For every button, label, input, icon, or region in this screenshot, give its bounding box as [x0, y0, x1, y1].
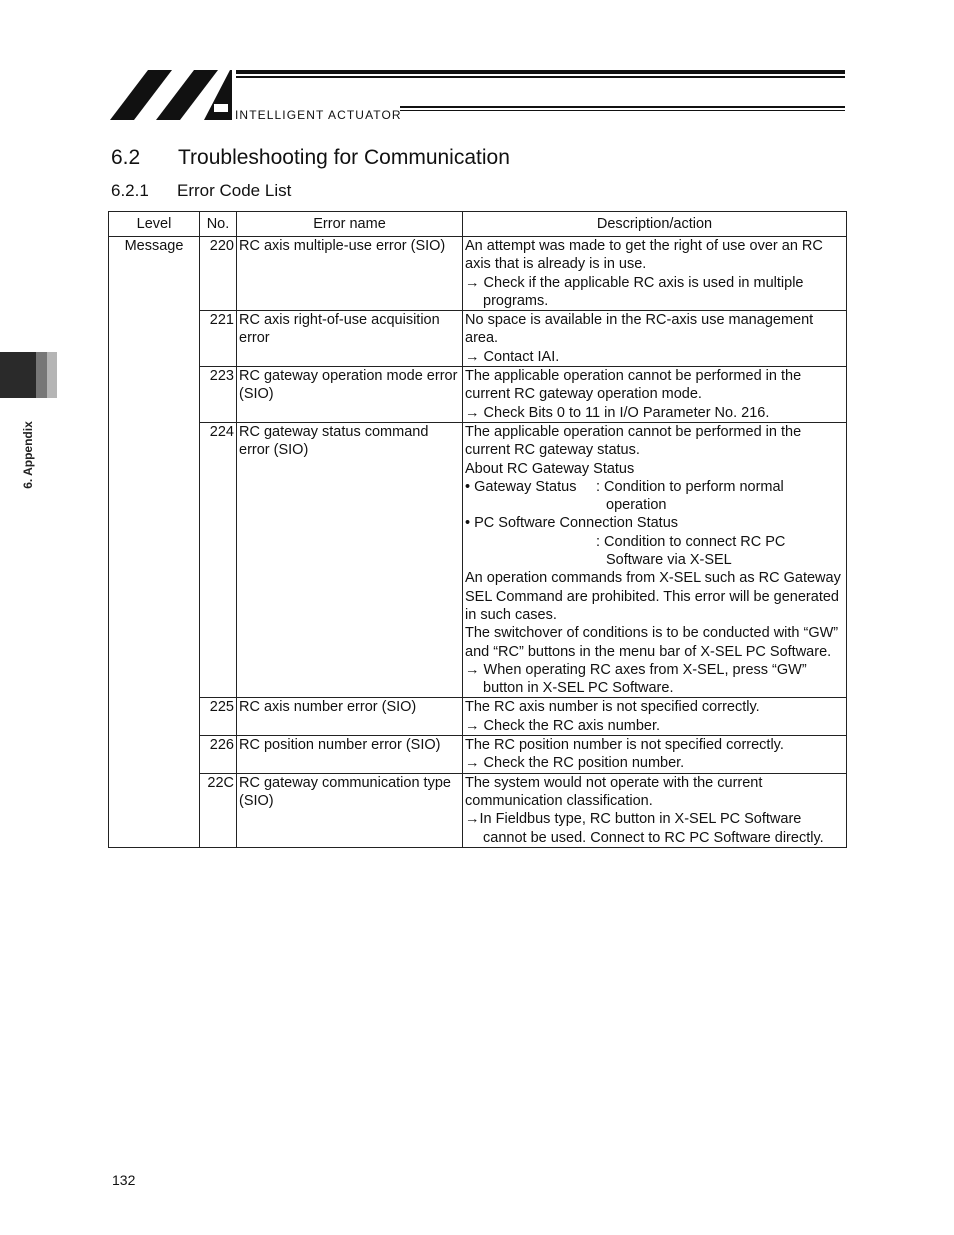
description-paragraph: The switchover of conditions is to be conducted with “GW” and “RC” buttons in the menu bar of X-SEL PC Software.	[465, 625, 839, 660]
logo-mark-icon	[110, 68, 845, 124]
table-row	[109, 367, 847, 423]
error-description	[463, 736, 847, 774]
table-header-row	[109, 212, 847, 237]
error-description	[463, 367, 847, 423]
action-text: → Check Bits 0 to 11 in I/O Parameter No. 216.	[465, 404, 770, 421]
table-row	[109, 422, 847, 697]
status-item	[465, 533, 844, 570]
description-text: The applicable operation cannot be performed in the current RC gateway operation mode.	[465, 368, 802, 403]
description-text: No space is available in the RC-axis use management area.	[465, 312, 814, 347]
action-text: → Check if the applicable RC axis is used in multiple programs.	[465, 274, 804, 309]
error-description	[463, 422, 847, 697]
error-description	[463, 773, 847, 847]
iai-logo	[110, 68, 845, 124]
error-number: 224	[200, 422, 237, 697]
level-cell: Message	[109, 237, 200, 848]
description-text: The applicable operation cannot be performed in the current RC gateway status.	[465, 423, 802, 459]
section-heading	[111, 146, 510, 170]
error-description	[463, 237, 847, 311]
action-text: → Check the RC position number.	[465, 755, 685, 772]
description-text: The RC position number is not specified correctly.	[465, 737, 784, 754]
error-name: RC gateway status command error (SIO)	[237, 422, 463, 697]
page-number: 132	[112, 1172, 136, 1188]
section-title: Troubleshooting for Communication	[178, 146, 510, 169]
status-label: • Gateway Status	[465, 478, 577, 495]
error-description	[463, 698, 847, 736]
action-text: → Check the RC axis number.	[465, 717, 661, 734]
description-text: The RC axis number is not specified correctly.	[465, 699, 760, 716]
error-number: 221	[200, 311, 237, 367]
status-label: • PC Software Connection Status	[465, 515, 679, 532]
error-name: RC gateway communication type (SIO)	[237, 773, 463, 847]
table-row	[109, 698, 847, 736]
logo-brand-text: INTELLIGENT ACTUATOR	[235, 108, 402, 122]
description-paragraph: An operation commands from X-SEL such as RC Gateway SEL Command are prohibited. This error will be generated in such cases.	[465, 570, 841, 623]
error-number: 220	[200, 237, 237, 311]
error-name: RC axis multiple-use error (SIO)	[237, 237, 463, 311]
about-heading: About RC Gateway Status	[465, 460, 635, 477]
subsection-number: 6.2.1	[111, 181, 149, 200]
table-row	[109, 237, 847, 311]
action-text: →In Fieldbus type, RC button in X-SEL PC Software cannot be used. Connect to RC PC Software directly.	[465, 811, 824, 846]
side-tab-label: 6. Appendix	[21, 421, 35, 489]
error-name: RC axis number error (SIO)	[237, 698, 463, 736]
table-row	[109, 736, 847, 774]
subsection-heading	[111, 181, 291, 201]
header-no: No.	[200, 212, 237, 237]
header-error-name: Error name	[237, 212, 463, 237]
status-item	[465, 478, 844, 515]
subsection-title: Error Code List	[177, 181, 292, 200]
description-text: An attempt was made to get the right of use over an RC axis that is already is in use.	[465, 238, 823, 273]
section-number: 6.2	[111, 146, 141, 169]
error-description	[463, 311, 847, 367]
table-row	[109, 773, 847, 847]
action-text: → Contact IAI.	[465, 348, 560, 365]
error-name: RC axis right-of-use acquisition error	[237, 311, 463, 367]
description-text: The system would not operate with the current communication classification.	[465, 774, 763, 809]
action-text: → When operating RC axes from X-SEL, press “GW” button in X-SEL PC Software.	[465, 661, 807, 697]
status-condition: : Condition to connect RC PC Software via X-SEL	[596, 533, 786, 569]
header-level: Level	[109, 212, 200, 237]
error-code-table	[108, 211, 847, 848]
status-condition: : Condition to perform normal operation	[596, 478, 784, 514]
error-number: 226	[200, 736, 237, 774]
error-name: RC position number error (SIO)	[237, 736, 463, 774]
error-name: RC gateway operation mode error (SIO)	[237, 367, 463, 423]
table-row	[109, 311, 847, 367]
header-description: Description/action	[463, 212, 847, 237]
error-number: 22C	[200, 773, 237, 847]
error-number: 223	[200, 367, 237, 423]
error-number: 225	[200, 698, 237, 736]
